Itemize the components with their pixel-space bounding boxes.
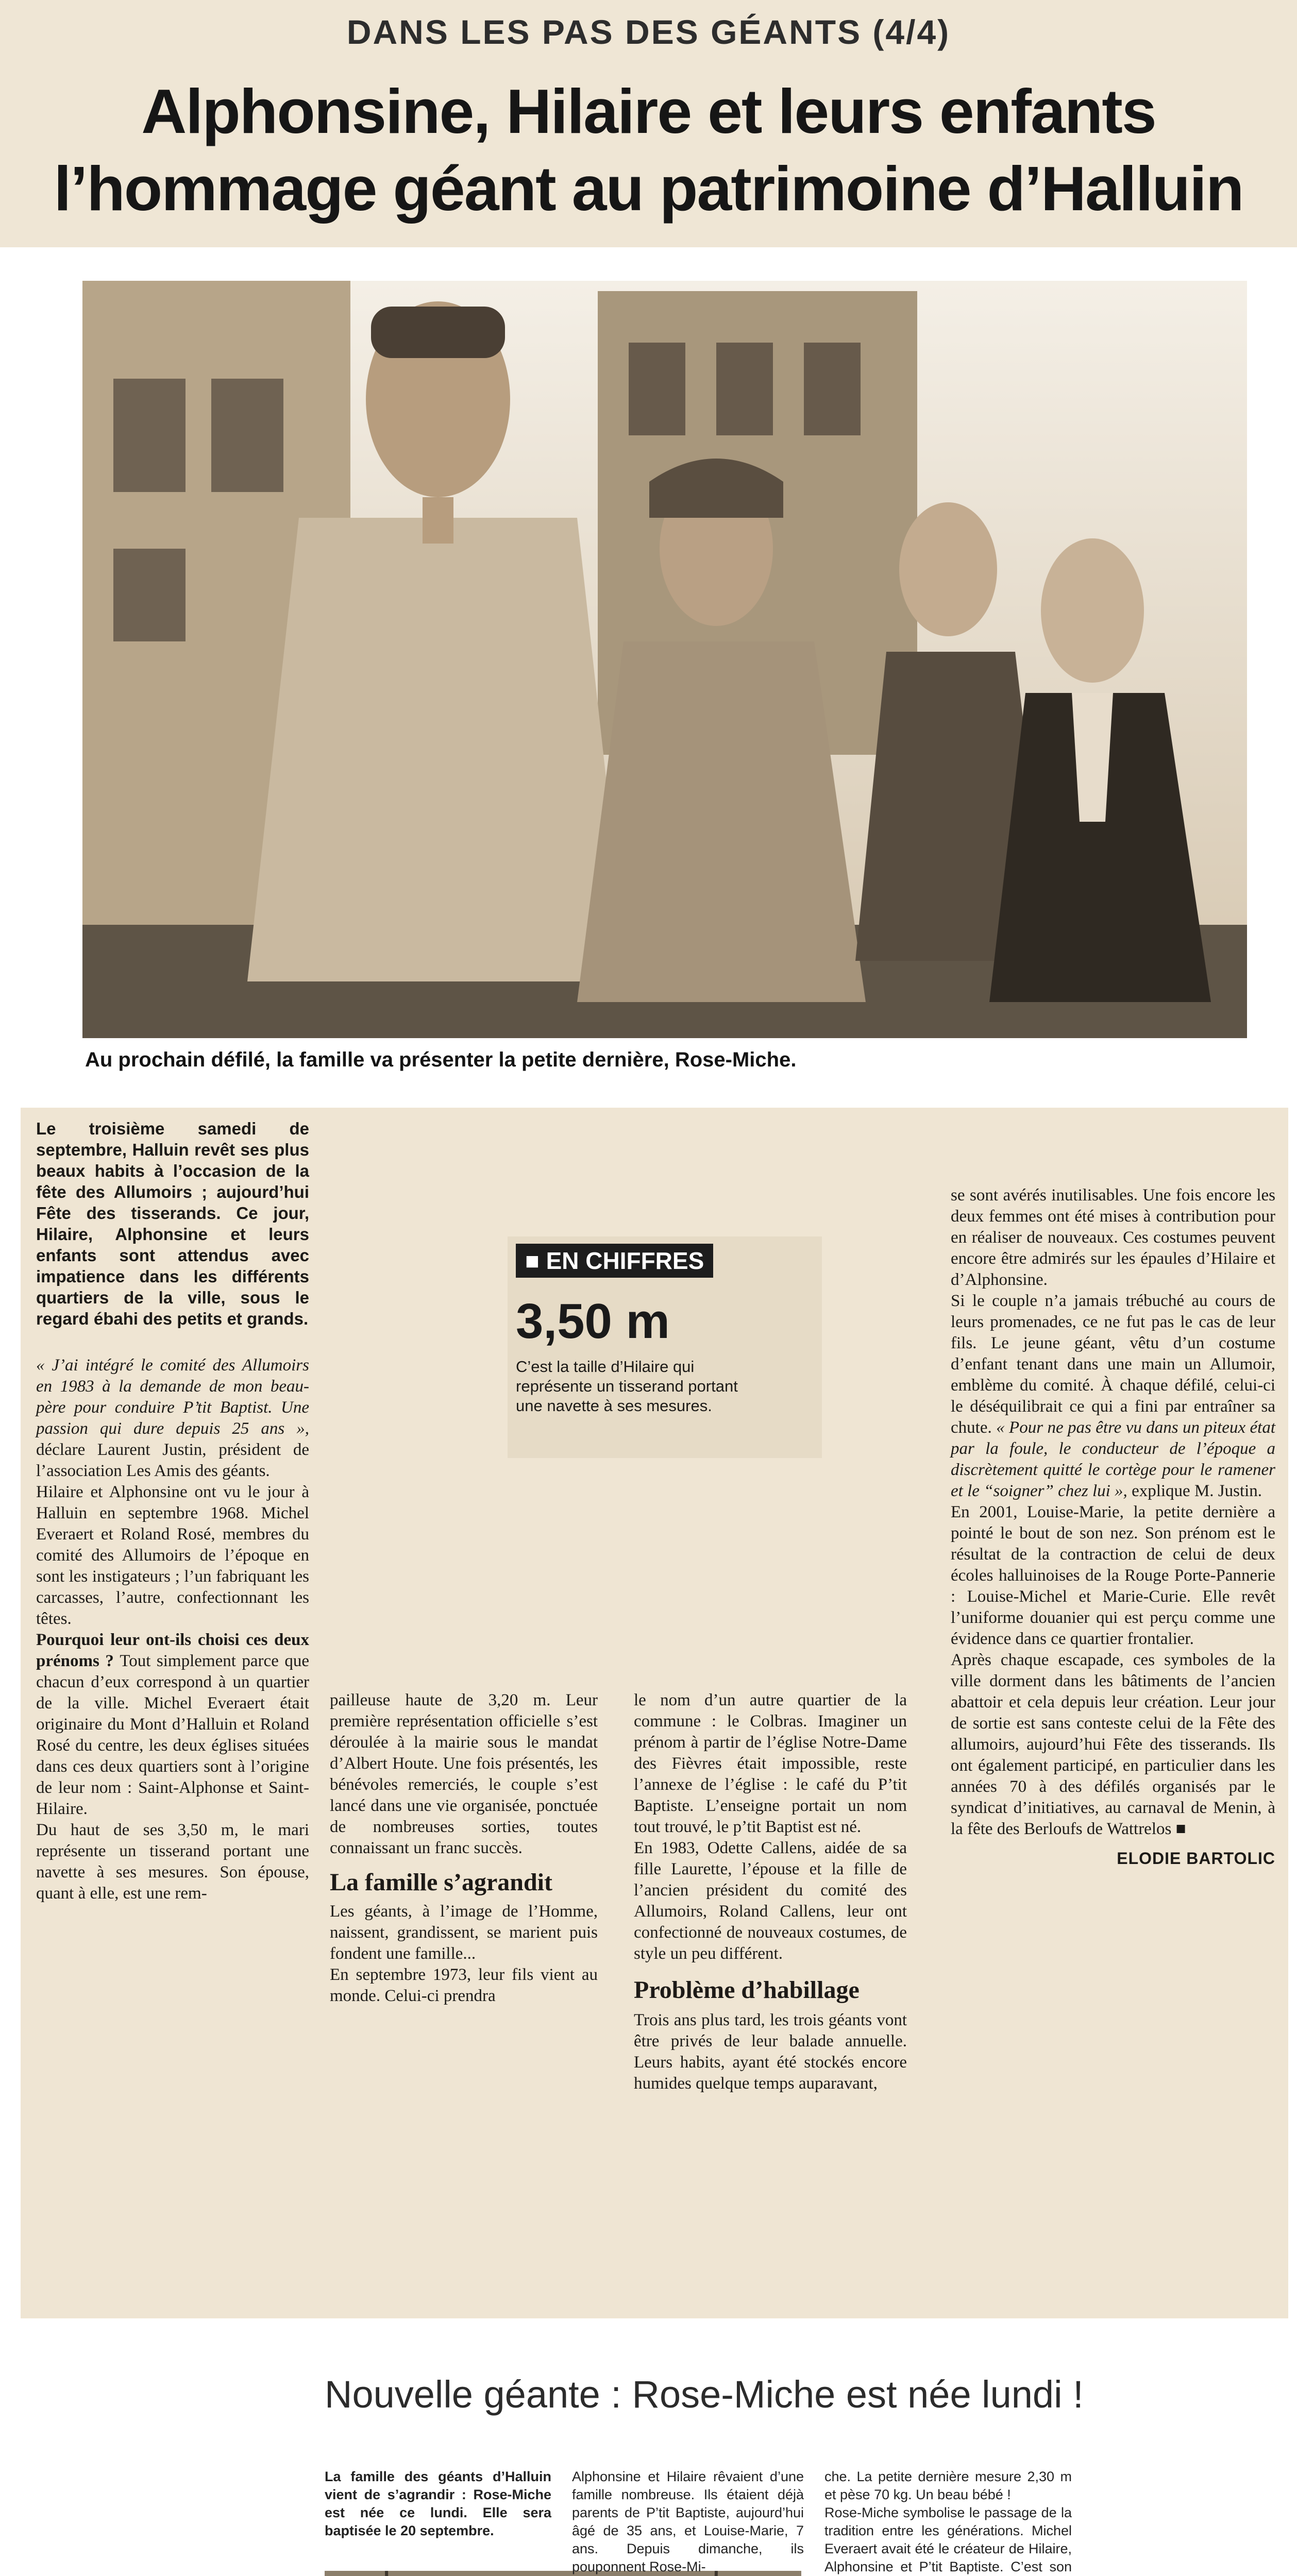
subhead-famille: La famille s’agrandit xyxy=(330,1869,552,1896)
article-column-4 xyxy=(951,1185,1275,1869)
headline-line-2: l’hommage géant au patrimoine d’Halluin xyxy=(54,154,1243,224)
paragraph: che. La petite dernière mesure 2,30 m et pèse 70 kg. Un beau bébé ! xyxy=(824,2469,1072,2502)
quote-attribution: déclare Laurent Justin, président de l’association Les Amis des géants. xyxy=(36,1440,309,1480)
paragraph: Si le couple n’a jamais trébuché au cours de leurs promenades, ce ne fut pas le cas de leur fils. Le jeune géant, vêtu d’un costume d’enfant tenant dans une main un Allumoir, emblème du comité. À chaque défilé, celui-ci le déséquilibrait ce qui a fini par entraîner sa chute. xyxy=(951,1292,1275,1437)
quote-attribution: explique M. Justin. xyxy=(1127,1482,1262,1500)
sidebar-headline: Nouvelle géante : Rose-Miche est née lundi ! xyxy=(325,2373,1084,2416)
article-intro: Le troisième samedi de septembre, Halluin revêt ses plus beaux habits à l’occasion de la fête des Allumoirs ; aujourd’hui Fête des tisserands. Ce jour, Hilaire, Alphonsine et leurs enfants sont attendus avec impatience dans les différents quartiers de la ville, sous le regard ébahi des petits et grands. xyxy=(36,1119,309,1328)
main-photo xyxy=(82,281,1247,1038)
paragraph: se sont avérés inutilisables. Une fois encore les deux femmes ont été mises à contribution pour en réaliser de nouveaux. Ces costumes peuvent encore être admirés sur les épaules d’Hilaire et d’Alphonsine. xyxy=(951,1186,1275,1289)
sidebar-column-3 xyxy=(824,2468,1072,2576)
chiffres-box xyxy=(508,1236,822,1458)
article-column-3 xyxy=(634,1690,907,2094)
paragraph: le nom d’un autre quartier de la commune : le Colbras. Imaginer un prénom à partir de l’église Notre-Dame des Fièvres était impossible, reste l’annexe de l’église : le café du P’tit Baptiste. L’enseigne portait un nom tout trouvé, le p’tit Baptist est né. xyxy=(634,1691,907,1836)
paragraph: Trois ans plus tard, les trois géants vont être privés de leur balade annuelle. Leurs habits, ayant été stockés encore humides quelque temps auparavant, xyxy=(634,2011,907,2093)
paragraph: Après chaque escapade, ces symboles de la ville dorment dans les bâtiments de l’ancien abattoir et cela depuis leur création. Leur jour de sortie est sans conteste celui de la Fête des allumoirs, aujourd’hui Fête des tisserands. Ils ont également participé, en particulier dans les années 70 à des défilés organisés par le syndicat d’initiatives, au carnaval de Menin, à la fête des Berloufs de Wattrelos ■ xyxy=(951,1651,1275,1838)
paragraph: Tout simplement parce que chacun d’eux correspond à un quartier de la ville. Michel Everaert était originaire du Mont d’Halluin et Roland Rosé du centre, les deux églises situées dans ces deux quartiers sont à l’origine de leur nom : Saint-Alphonse et Saint-Hilaire. xyxy=(36,1652,309,1818)
paragraph: Les géants, à l’image de l’Homme, naissent, grandissent, se marient puis fondent une famille... xyxy=(330,1902,598,1963)
paragraph: En 2001, Louise-Marie, la petite dernière a pointé le bout de son nez. Son prénom est le résultat de la contraction de celui de deux écoles halluinoises de la Rouge Porte-Pannerie : Louise-Michel et Marie-Curie. Elle revêt l’uniforme douanier qui est perçu comme une évidence dans ce quartier frontalier. xyxy=(951,1503,1275,1648)
chiffres-number: 3,50 m xyxy=(516,1294,670,1349)
article-column-2 xyxy=(330,1690,598,2007)
paragraph: pailleuse haute de 3,20 m. Leur première représentation officielle s’est déroulée à la mairie sous le mandat d’Albert Houte. Une fois présentés, les bénévoles remerciés, le couple s’est lancé dans une vie organisée, ponctuée de nombreuses sorties, toutes connaissant un franc succès. xyxy=(330,1691,598,1857)
main-photo-caption: Au prochain défilé, la famille va présenter la petite dernière, Rose-Miche. xyxy=(85,1048,797,1071)
subhead-habillage: Problème d’habillage xyxy=(634,1976,860,2004)
question-lead: Pourquoi leur ont-ils choisi ces deux prénoms ? xyxy=(36,1631,309,1670)
paragraph: Hilaire et Alphonsine ont vu le jour à Halluin en septembre 1968. Michel Everaert et Roland Rosé, membres du comité des Allumoirs de l’époque en sont les instigateurs ; l’un fabriquant les carcasses, l’autre, confectionnant les têtes. xyxy=(36,1483,309,1628)
paragraph: En 1983, Odette Callens, aidée de sa fille Laurette, l’épouse et la fille de l’ancien président du comité des Allumoirs, Roland Callens, leur ont confectionné de nouveaux costumes, de style un peu différent. xyxy=(634,1839,907,1963)
paragraph: Du haut de ses 3,50 m, le mari représente un tisserand portant une navette à ses mesures. Son épouse, quant à elle, est une rem- xyxy=(36,1821,309,1903)
chiffres-tag: ■ EN CHIFFRES xyxy=(516,1244,713,1278)
quote-conducteur: « Pour ne pas être vu dans un piteux état par la foule, le conducteur de l’époque a discrètement quitté le cortège pour le ramener et le “soigner” chez lui », xyxy=(951,1418,1275,1500)
quote-justin: « J’ai intégré le comité des Allumoirs en 1983 à la demande de mon beau-père pour conduire P’tit Baptist. Une passion qui dure depuis 25 ans », xyxy=(36,1356,309,1438)
paragraph: Rose-Miche symbolise le passage de la tradition entre les générations. Michel Everaert avait été le créateur de Hilaire, Alphonsine et P’tit Baptiste. C’est son xyxy=(824,2505,1072,2574)
paragraph: En septembre 1973, leur fils vient au monde. Celui-ci prendra xyxy=(330,1965,598,2005)
headline-line-1: Alphonsine, Hilaire et leurs enfants xyxy=(141,76,1156,146)
kicker: DANS LES PAS DES GÉANTS (4/4) xyxy=(346,13,951,51)
giants-photo-illustration xyxy=(82,281,1247,1038)
chiffres-text: C’est la taille d’Hilaire qui représente un tisserand portant une navette à ses mesures. xyxy=(516,1358,738,1415)
sidebar-lead: La famille des géants d’Halluin vient de s’agrandir : Rose-Miche est née ce lundi. Elle sera baptisée le 20 septembre. xyxy=(325,2469,551,2538)
article-column-1 xyxy=(36,1355,309,1904)
author-signature: ELODIE BARTOLIC xyxy=(1117,1849,1275,1868)
sidebar-column-2: Alphonsine et Hilaire rêvaient d’une famille nombreuse. Ils étaient déjà parents de P’tit Baptiste, aujourd’hui âgé de 35 ans, et Louise-Marie, 7 ans. Depuis dimanche, ils pouponnent Rose-Mi- xyxy=(572,2469,804,2574)
